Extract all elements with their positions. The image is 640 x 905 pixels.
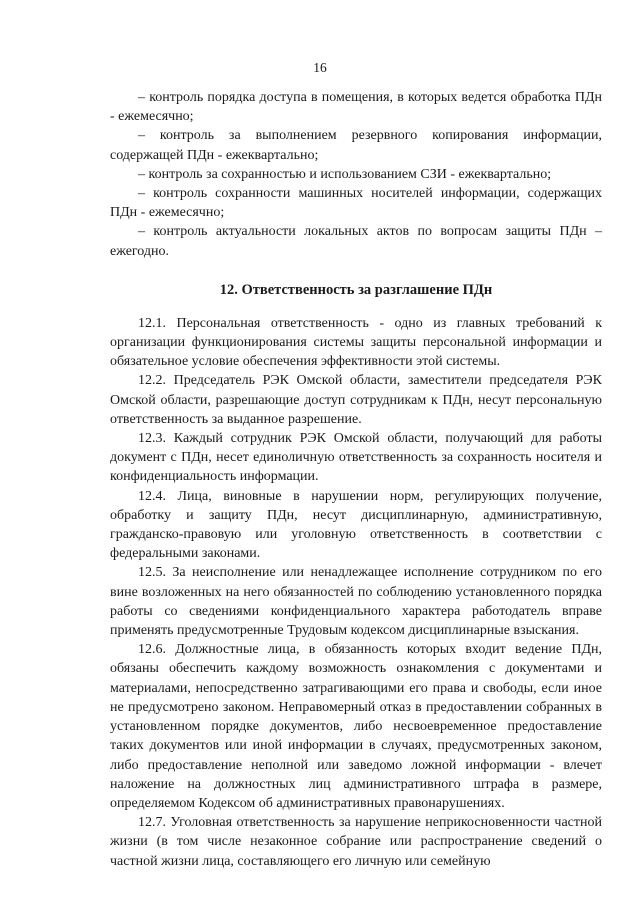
paragraph-12-5: 12.5. За неисполнение или ненадлежащее исполнение сотрудником по его вине возложенных на него обязанностей по соблюдению установленного порядка работы со сведениями конфиденциального характера работодатель вправе применять предусмотренные Трудовым кодексом дисциплинарные взыскания. (110, 565, 602, 639)
list-item: – контроль за сохранностью и использованием СЗИ - ежеквартально; (138, 166, 552, 182)
list-item: – контроль порядка доступа в помещения, в которых ведется обработка ПДн - ежемесячно; (110, 90, 602, 125)
list-item: – контроль сохранности машинных носителей информации, содержащих ПДн - ежемесячно; (110, 186, 602, 221)
control-list (110, 88, 602, 261)
paragraph-12-6: 12.6. Должностные лица, в обязанность которых входит ведение ПДн, обязаны обеспечить каждому возможность ознакомления с документами и материалами, непосредственно затрагивающими его права и свободы, если иное не предусмотрено законом. Неправомерный отказ в предоставлении собранных в установленном порядке документов, либо несвоевременное предоставление таких документов или иной информации в случаях, предусмотренных законом, либо предоставление неполной или заведомо ложной информации - влечет наложение на должностных лиц административного штрафа в размере, определяемом Кодексом об административных правонарушениях. (110, 642, 602, 811)
page-content (110, 88, 602, 871)
section-heading: 12. Ответственность за разглашение ПДн (219, 281, 493, 298)
paragraph-12-4: 12.4. Лица, виновные в нарушении норм, регулирующих получение, обработку и защиту ПДн, несут дисциплинарную, административную, гражданско-правовую или уголовную ответственность в соответствии с федеральными законами. (110, 488, 602, 562)
section-body (110, 314, 602, 871)
paragraph-12-1: 12.1. Персональная ответственность - одно из главных требований к организации функционирования системы защиты персональной информации и обязательное условие обеспечения эффективности этой системы. (110, 315, 602, 370)
list-item: – контроль актуальности локальных актов по вопросам защиты ПДн – ежегодно. (110, 224, 602, 259)
list-item: – контроль за выполнением резервного копирования информации, содержащей ПДн - ежеквартально; (110, 128, 602, 163)
paragraph-12-7: 12.7. Уголовная ответственность за нарушение неприкосновенности частной жизни (в том числе незаконное собрание или распространение сведений о частной жизни лица, составляющего его личную или семейную (110, 815, 602, 869)
paragraph-12-2: 12.2. Председатель РЭК Омской области, заместители председателя РЭК Омской области, разрешающие доступ сотрудникам к ПДн, несут персональную ответственность за выданное разрешение. (110, 373, 602, 427)
paragraph-12-3: 12.3. Каждый сотрудник РЭК Омской области, получающий для работы документ с ПДн, несет единоличную ответственность за сохранность носителя и конфиденциальность информации. (110, 431, 602, 485)
page-number: 16 (313, 60, 327, 75)
